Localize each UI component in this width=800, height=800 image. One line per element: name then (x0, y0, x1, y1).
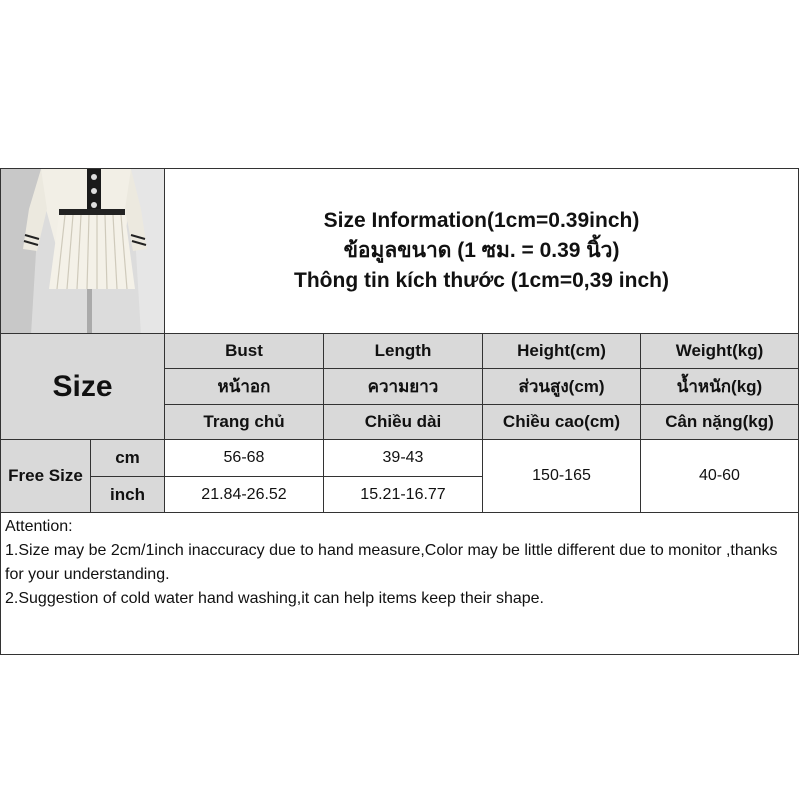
size-label: Size (52, 369, 113, 403)
size-chart (0, 168, 799, 655)
col-header-bust-en: Bust (164, 333, 324, 369)
length-cm-value: 39-43 (323, 439, 483, 477)
col-header-height-vi: Chiều cao(cm) (482, 404, 641, 440)
col-header-weight-th: น้ำหนัก(kg) (640, 368, 799, 405)
col-header-weight-vi: Cân nặng(kg) (640, 404, 799, 440)
free-size-cell (0, 439, 91, 513)
product-photo (0, 168, 165, 334)
weight-value: 40-60 (640, 439, 799, 513)
title-vietnamese: Thông tin kích thước (1cm=0,39 inch) (294, 269, 669, 292)
col-header-height-th: ส่วนสูง(cm) (482, 368, 641, 405)
notes-heading: Attention: (5, 518, 73, 535)
title-english: Size Information(1cm=0.39inch) (323, 209, 640, 232)
title-cell (164, 168, 799, 334)
height-value: 150-165 (482, 439, 641, 513)
unit-inch: inch (90, 476, 165, 513)
title-thai: ข้อมูลขนาด (1 ซม. = 0.39 นิ้ว) (343, 239, 620, 262)
notes-line-2: 2.Suggestion of cold water hand washing,it can help items keep their shape. (5, 590, 544, 607)
size-header-cell (0, 333, 165, 440)
free-size-label: Free Size (8, 466, 83, 485)
col-header-length-en: Length (323, 333, 483, 369)
col-header-weight-en: Weight(kg) (640, 333, 799, 369)
notes-line-1: 1.Size may be 2cm/1inch inaccuracy due to hand measure,Color may be little different due to monitor ,thanks for your understanding. (5, 542, 778, 583)
col-header-bust-th: หน้าอก (164, 368, 324, 405)
attention-notes (0, 512, 799, 655)
col-header-height-en: Height(cm) (482, 333, 641, 369)
col-header-length-vi: Chiều dài (323, 404, 483, 440)
bust-cm-value: 56-68 (164, 439, 324, 477)
col-header-bust-vi: Trang chủ (164, 404, 324, 440)
col-header-length-th: ความยาว (323, 368, 483, 405)
unit-cm: cm (90, 439, 165, 477)
cardigan-skirt-photo (1, 169, 165, 334)
bust-inch-value: 21.84-26.52 (164, 476, 324, 513)
length-inch-value: 15.21-16.77 (323, 476, 483, 513)
